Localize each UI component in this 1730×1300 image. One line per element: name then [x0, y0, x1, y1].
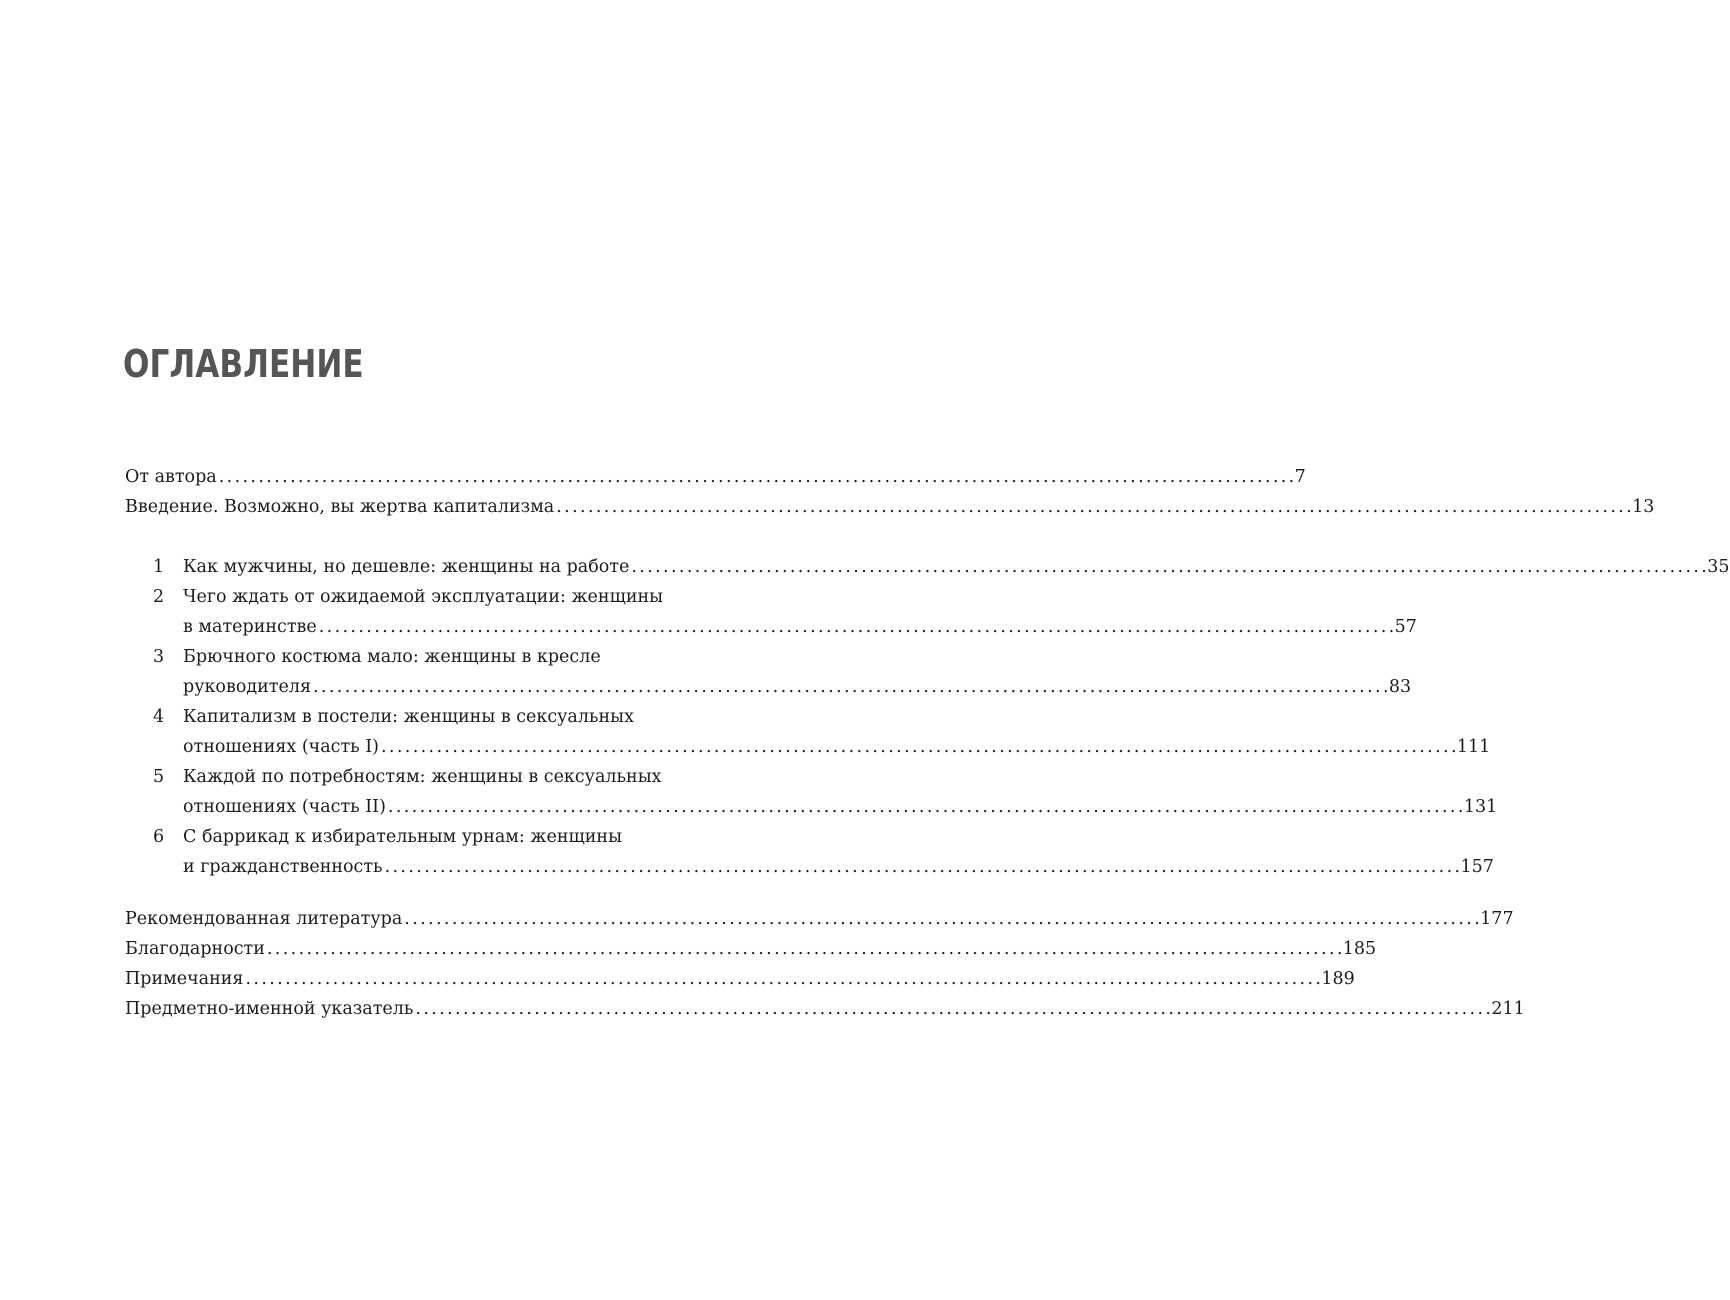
toc-front-section — [125, 462, 1655, 522]
dot-leader — [631, 552, 1705, 582]
toc-entry[interactable] — [125, 492, 1655, 522]
toc-back-section — [125, 904, 1525, 1024]
dot-leader — [388, 792, 1462, 822]
dot-leader — [556, 492, 1630, 522]
chapter-number: 1 — [153, 557, 165, 577]
dot-leader — [219, 462, 1293, 492]
page-title: ОГЛАВЛЕНИЕ — [123, 342, 364, 386]
toc-entry[interactable] — [125, 994, 1525, 1024]
toc-entry-label-line1: Брючного костюма мало: женщины в кресле — [183, 647, 601, 667]
toc-entry-label-line2: отношениях (часть I) — [183, 737, 379, 757]
toc-page-number: 177 — [1480, 909, 1514, 929]
toc-entry-label-line2: в материнстве — [183, 617, 317, 637]
toc-page-number: 13 — [1632, 497, 1655, 517]
chapter-number: 3 — [153, 647, 165, 667]
toc-entry-label-line1: Чего ждать от ожидаемой эксплуатации: женщины — [183, 587, 664, 607]
toc-entry-label: Предметно-именной указатель — [125, 999, 414, 1019]
dot-leader — [404, 904, 1478, 934]
toc-chapter-row — [183, 732, 1491, 762]
dot-leader — [313, 672, 1387, 702]
toc-entry-label: Благодарности — [125, 939, 265, 959]
toc-page-number: 157 — [1460, 857, 1494, 877]
toc-entry-label-line2: отношениях (часть II) — [183, 797, 386, 817]
toc-entry-label-line1: Каждой по потребностям: женщины в сексуальных — [183, 767, 662, 787]
dot-leader — [245, 964, 1319, 994]
toc-entry-label-line1: С баррикад к избирательным урнам: женщины — [183, 827, 623, 847]
toc-chapter-row — [183, 612, 1417, 642]
toc-page-number: 111 — [1456, 737, 1491, 757]
toc-page-number: 83 — [1388, 677, 1412, 697]
toc-chapter-row — [183, 852, 1494, 882]
chapter-number: 2 — [153, 587, 165, 607]
toc-chapter-row — [183, 792, 1498, 822]
toc-entry-label: Рекомендованная литература — [125, 909, 403, 929]
toc-page-number: 7 — [1294, 467, 1306, 487]
chapter-number: 4 — [153, 707, 165, 727]
toc-page-number: 57 — [1394, 617, 1417, 637]
toc-page-number: 185 — [1342, 939, 1377, 959]
toc-entry[interactable] — [125, 904, 1514, 934]
toc-chapter-2[interactable] — [125, 582, 1417, 642]
dot-leader — [319, 612, 1393, 642]
toc-entry-label: Введение. Возможно, вы жертва капитализма — [125, 497, 555, 517]
toc-entry-label: От автора — [125, 467, 217, 487]
chapter-number: 5 — [153, 767, 165, 787]
dot-leader — [415, 994, 1489, 1024]
toc-entry-label: Как мужчины, но дешевле: женщины на работе — [183, 557, 630, 577]
toc-chapter-3[interactable] — [125, 642, 1412, 702]
toc-entry[interactable] — [125, 934, 1377, 964]
toc-entry[interactable] — [125, 964, 1355, 994]
toc-entry-label-line1: Капитализм в постели: женщины в сексуальных — [183, 707, 634, 727]
toc-chapter-6[interactable] — [125, 822, 1494, 882]
toc-entry-label-line2: руководителя — [183, 677, 311, 697]
toc-entry-label-line2: и гражданственность — [183, 857, 383, 877]
toc-chapter-row — [183, 552, 1730, 582]
toc-entry-label: Примечания — [125, 969, 244, 989]
dot-leader — [381, 732, 1455, 762]
toc-page-number: 35 — [1707, 557, 1730, 577]
toc-chapter-1[interactable] — [125, 552, 1730, 582]
chapter-number: 6 — [153, 827, 165, 847]
toc-chapter-row — [183, 672, 1412, 702]
toc-page-number: 211 — [1491, 999, 1525, 1019]
toc-chapter-4[interactable] — [125, 702, 1491, 762]
dot-leader — [267, 934, 1341, 964]
toc-chapter-5[interactable] — [125, 762, 1498, 822]
toc-chapters-section — [125, 552, 1730, 882]
toc-entry[interactable] — [125, 462, 1306, 492]
toc-page-number: 189 — [1321, 969, 1355, 989]
toc-page-number: 131 — [1463, 797, 1498, 817]
dot-leader — [385, 852, 1459, 882]
